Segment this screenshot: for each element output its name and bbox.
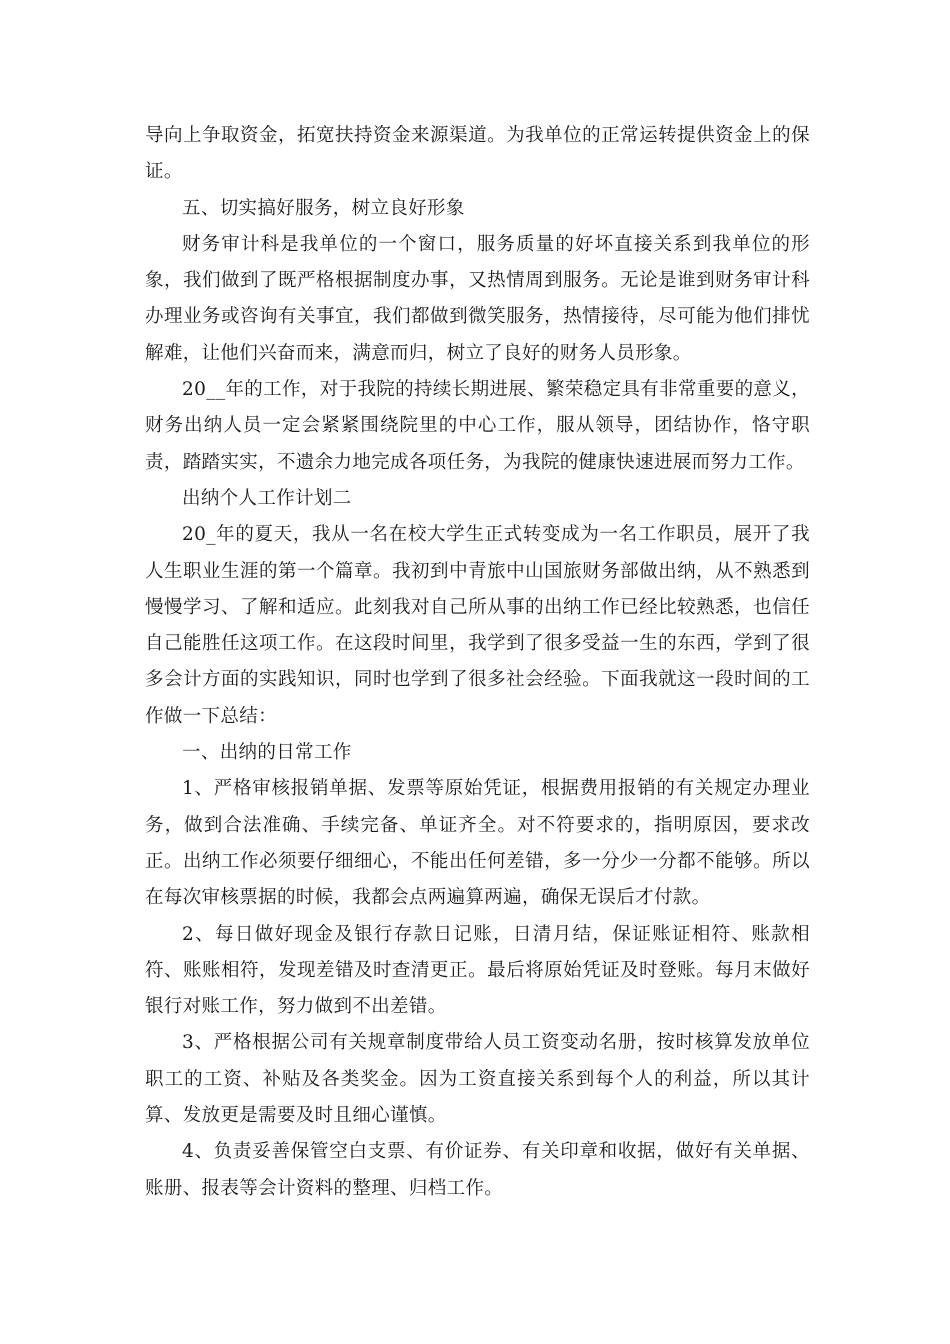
paragraph-funding-continuation: 导向上争取资金，拓宽扶持资金来源渠道。为我单位的正常运转提供资金上的保证。 <box>145 125 810 183</box>
list-item-3: 3、严格根据公司有关规章制度带给人员工资变动名册，按时核算发放单位职工的工资、补贴及各类奖金。因为工资直接关系到每个人的利益，所以其计算、发放更是需要及时且细心谨慎。 <box>145 1032 810 1127</box>
list-item-1: 1、严格审核报销单据、发票等原始凭证，根据费用报销的有关规定办理业务，做到合法准确、手续完备、单证齐全。对不符要求的，指明原因，要求改正。出纳工作必须要仔细细心，不能出任何差错，多一分少一分都不能够。所以在每次审核票据的时候，我都会点两遍算两遍，确保无误后才付款。 <box>145 778 810 909</box>
section-heading-service: 五、切实搞好服务，树立良好形象 <box>182 197 465 219</box>
paragraph-service: 财务审计科是我单位的一个窗口，服务质量的好坏直接关系到我单位的形象，我们做到了既严格根据制度办事，又热情周到服务。无论是谁到财务审计科办理业务或咨询有关事宜，我们都做到微笑服务，热情接待，尽可能为他们排忧解难，让他们兴奋而来，满意而归，树立了良好的财务人员形象。 <box>145 233 810 364</box>
section-heading-daily-work: 一、出纳的日常工作 <box>182 742 352 764</box>
document-body <box>145 118 810 1207</box>
list-item-4: 4、负责妥善保管空白支票、有价证券、有关印章和收据，做好有关单据、账册、报表等会计资料的整理、归档工作。 <box>145 1141 810 1199</box>
list-item-2: 2、每日做好现金及银行存款日记账，日清月结，保证账证相符、账款相符、账账相符，发现差错及时查清更正。最后将原始凭证及时登账。每月末做好银行对账工作，努力做到不出差错。 <box>145 923 810 1018</box>
paragraph-work-significance: 20__年的工作，对于我院的持续长期进展、繁荣稳定具有非常重要的意义，财务出纳人员一定会紧紧围绕院里的中心工作，服从领导，团结协作，恪守职责，踏踏实实，不遗余力地完成各项任务，为我院的健康快速进展而努力工作。 <box>145 379 810 473</box>
section-heading-plan-two: 出纳个人工作计划二 <box>182 487 352 509</box>
paragraph-summer-intro: 20_年的夏天，我从一名在校大学生正式转变成为一名工作职员，展开了我人生职业生涯的第一个篇章。我初到中青旅中山国旅财务部做出纳，从不熟悉到慢慢学习、了解和适应。此刻我对自己所从事的出纳工作已经比较熟悉，也信任自己能胜任这项工作。在这段时间里，我学到了很多受益一生的东西，学到了很多会计方面的实践知识，同时也学到了很多社会经验。下面我就这一段时间的工作做一下总结： <box>145 524 810 727</box>
